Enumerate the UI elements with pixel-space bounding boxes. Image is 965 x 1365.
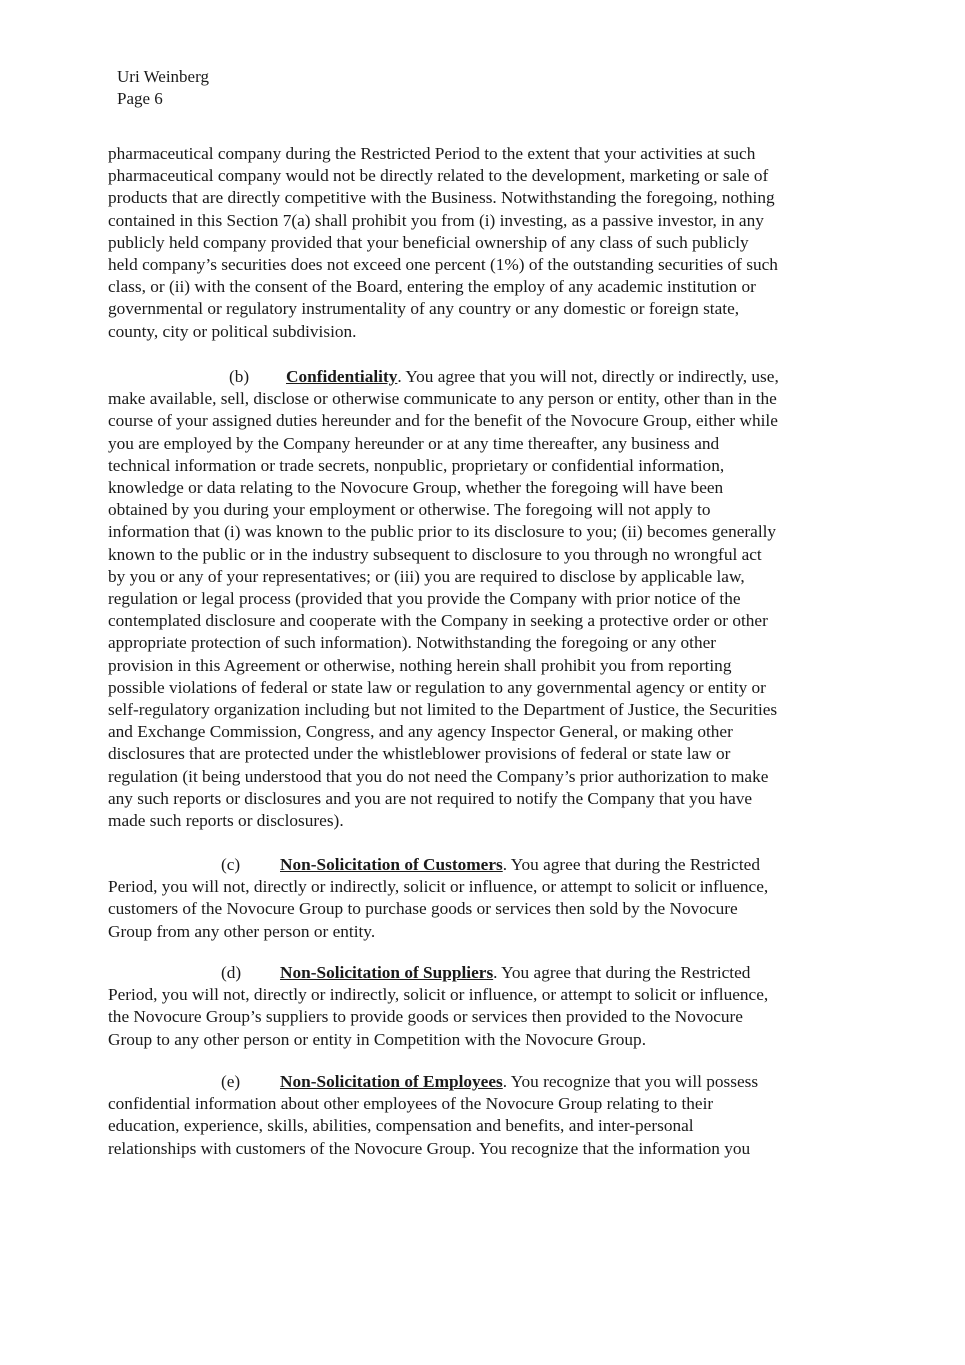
paragraph-line: by you or any of your representatives; or (iii) you are required to disclose by applicable law, <box>108 566 745 586</box>
section-heading: Non-Solicitation of Customers <box>280 855 503 874</box>
paragraph-line: pharmaceutical company during the Restricted Period to the extent that your activities at such <box>108 144 756 163</box>
paragraph-c-non-solicitation-customers <box>108 854 868 943</box>
paragraph-first-line <box>108 1071 868 1093</box>
paragraph-first-line <box>108 366 868 388</box>
paragraph-line: held company’s securities does not exceed one percent (1%) of the outstanding securities of such <box>108 255 778 275</box>
page-header <box>117 66 209 110</box>
paragraph-line: Period, you will not, directly or indirectly, solicit or influence, or attempt to solicit or influence, <box>108 877 769 897</box>
paragraph-line: information that (i) was known to the public prior to its disclosure to you; (ii) becomes generally <box>108 522 777 542</box>
paragraph-line: disclosures that are protected under the whistleblower provisions of federal or state law or <box>108 744 731 764</box>
section-number: (d) <box>221 963 242 982</box>
paragraph-d-non-solicitation-suppliers <box>108 962 868 1051</box>
header-page-number: Page 6 <box>117 89 163 108</box>
paragraph-line: you are employed by the Company hereunder or at any time thereafter, any business and <box>108 433 720 453</box>
paragraph-text: . You agree that during the Restricted <box>493 963 751 982</box>
paragraph-line: education, experience, skills, abilities, compensation and benefits, and inter-personal <box>108 1116 694 1136</box>
paragraph-line: products that are directly competitive with the Business. Notwithstanding the foregoing, nothing <box>108 188 775 208</box>
paragraph-line: class, or (ii) with the consent of the Board, entering the employ of any academic institution or <box>108 277 756 297</box>
paragraph-line: the Novocure Group’s suppliers to provide goods or services then provided to the Novocure <box>108 1007 743 1027</box>
paragraph-line: appropriate protection of such information). Notwithstanding the foregoing or any other <box>108 633 717 653</box>
paragraph-line: regulation or legal process (provided that you provide the Company with prior notice of the <box>108 589 741 609</box>
paragraph-line: obtained by you during your employment or otherwise. The foregoing will not apply to <box>108 500 711 520</box>
paragraph-line: contained in this Section 7(a) shall prohibit you from (i) investing, as a passive investor, in any <box>108 210 764 230</box>
paragraph-line: course of your assigned duties hereunder and for the benefit of the Novocure Group, either while <box>108 411 778 431</box>
paragraph-line: governmental or regulatory instrumentality of any country or any domestic or foreign state, <box>108 299 740 319</box>
paragraph-line: Period, you will not, directly or indirectly, solicit or influence, or attempt to solicit or influence, <box>108 985 769 1005</box>
paragraph-line: relationships with customers of the Novocure Group. You recognize that the information you <box>108 1138 751 1158</box>
paragraph-line: and Exchange Commission, Congress, and any agency Inspector General, or making other <box>108 722 733 742</box>
paragraph-b-confidentiality <box>108 366 868 832</box>
paragraph-line: possible violations of federal or state law or regulation to any governmental agency or entity or <box>108 677 766 697</box>
paragraph-text: . You agree that during the Restricted <box>502 855 760 874</box>
section-heading: Confidentiality <box>286 367 398 386</box>
section-heading: Non-Solicitation of Suppliers <box>280 963 494 982</box>
paragraph-line: any such reports or disclosures and you are not required to notify the Company that you have <box>108 788 753 808</box>
paragraph-first-line <box>108 962 868 984</box>
section-heading: Non-Solicitation of Employees <box>280 1072 503 1091</box>
paragraph-text: . You agree that you will not, directly or indirectly, use, <box>397 367 779 386</box>
section-number: (b) <box>229 367 250 386</box>
section-number: (c) <box>221 855 241 874</box>
paragraph-line: known to the public or in the industry subsequent to disclosure to you through no wrongful act <box>108 544 762 564</box>
paragraph-line: confidential information about other employees of the Novocure Group relating to their <box>108 1094 714 1114</box>
paragraph-line: made such reports or disclosures). <box>108 811 344 831</box>
paragraph-line: make available, sell, disclose or otherwise communicate to any person or entity, other than in the <box>108 389 777 409</box>
paragraph-line: regulation (it being understood that you do not need the Company’s prior authorization to make <box>108 766 769 786</box>
paragraph-line: provision in this Agreement or otherwise, nothing herein shall prohibit you from reporting <box>108 655 732 675</box>
paragraph-line: customers of the Novocure Group to purchase goods or services then sold by the Novocure <box>108 899 738 919</box>
paragraph-a-continuation <box>108 143 868 343</box>
header-recipient-name: Uri Weinberg <box>117 67 209 86</box>
paragraph-line: county, city or political subdivision. <box>108 321 357 341</box>
paragraph-line: technical information or trade secrets, nonpublic, proprietary or confidential information, <box>108 455 725 475</box>
paragraph-line: pharmaceutical company would not be directly related to the development, marketing or sale of <box>108 166 769 186</box>
section-number: (e) <box>221 1072 241 1091</box>
paragraph-text: . You recognize that you will possess <box>502 1072 759 1091</box>
paragraph-line: contemplated disclosure and cooperate with the Company in seeking a protective order or other <box>108 611 768 631</box>
paragraph-first-line <box>108 854 868 876</box>
paragraph-line: Group from any other person or entity. <box>108 921 376 941</box>
paragraph-line: Group to any other person or entity in Competition with the Novocure Group. <box>108 1029 647 1049</box>
paragraph-line: knowledge or data relating to the Novocure Group, whether the foregoing will have been <box>108 478 724 498</box>
paragraph-e-non-solicitation-employees <box>108 1071 868 1160</box>
paragraph-line: publicly held company provided that your beneficial ownership of any class of such publicly <box>108 232 749 252</box>
paragraph-line: self-regulatory organization including but not limited to the Department of Justice, the Securities <box>108 700 778 720</box>
